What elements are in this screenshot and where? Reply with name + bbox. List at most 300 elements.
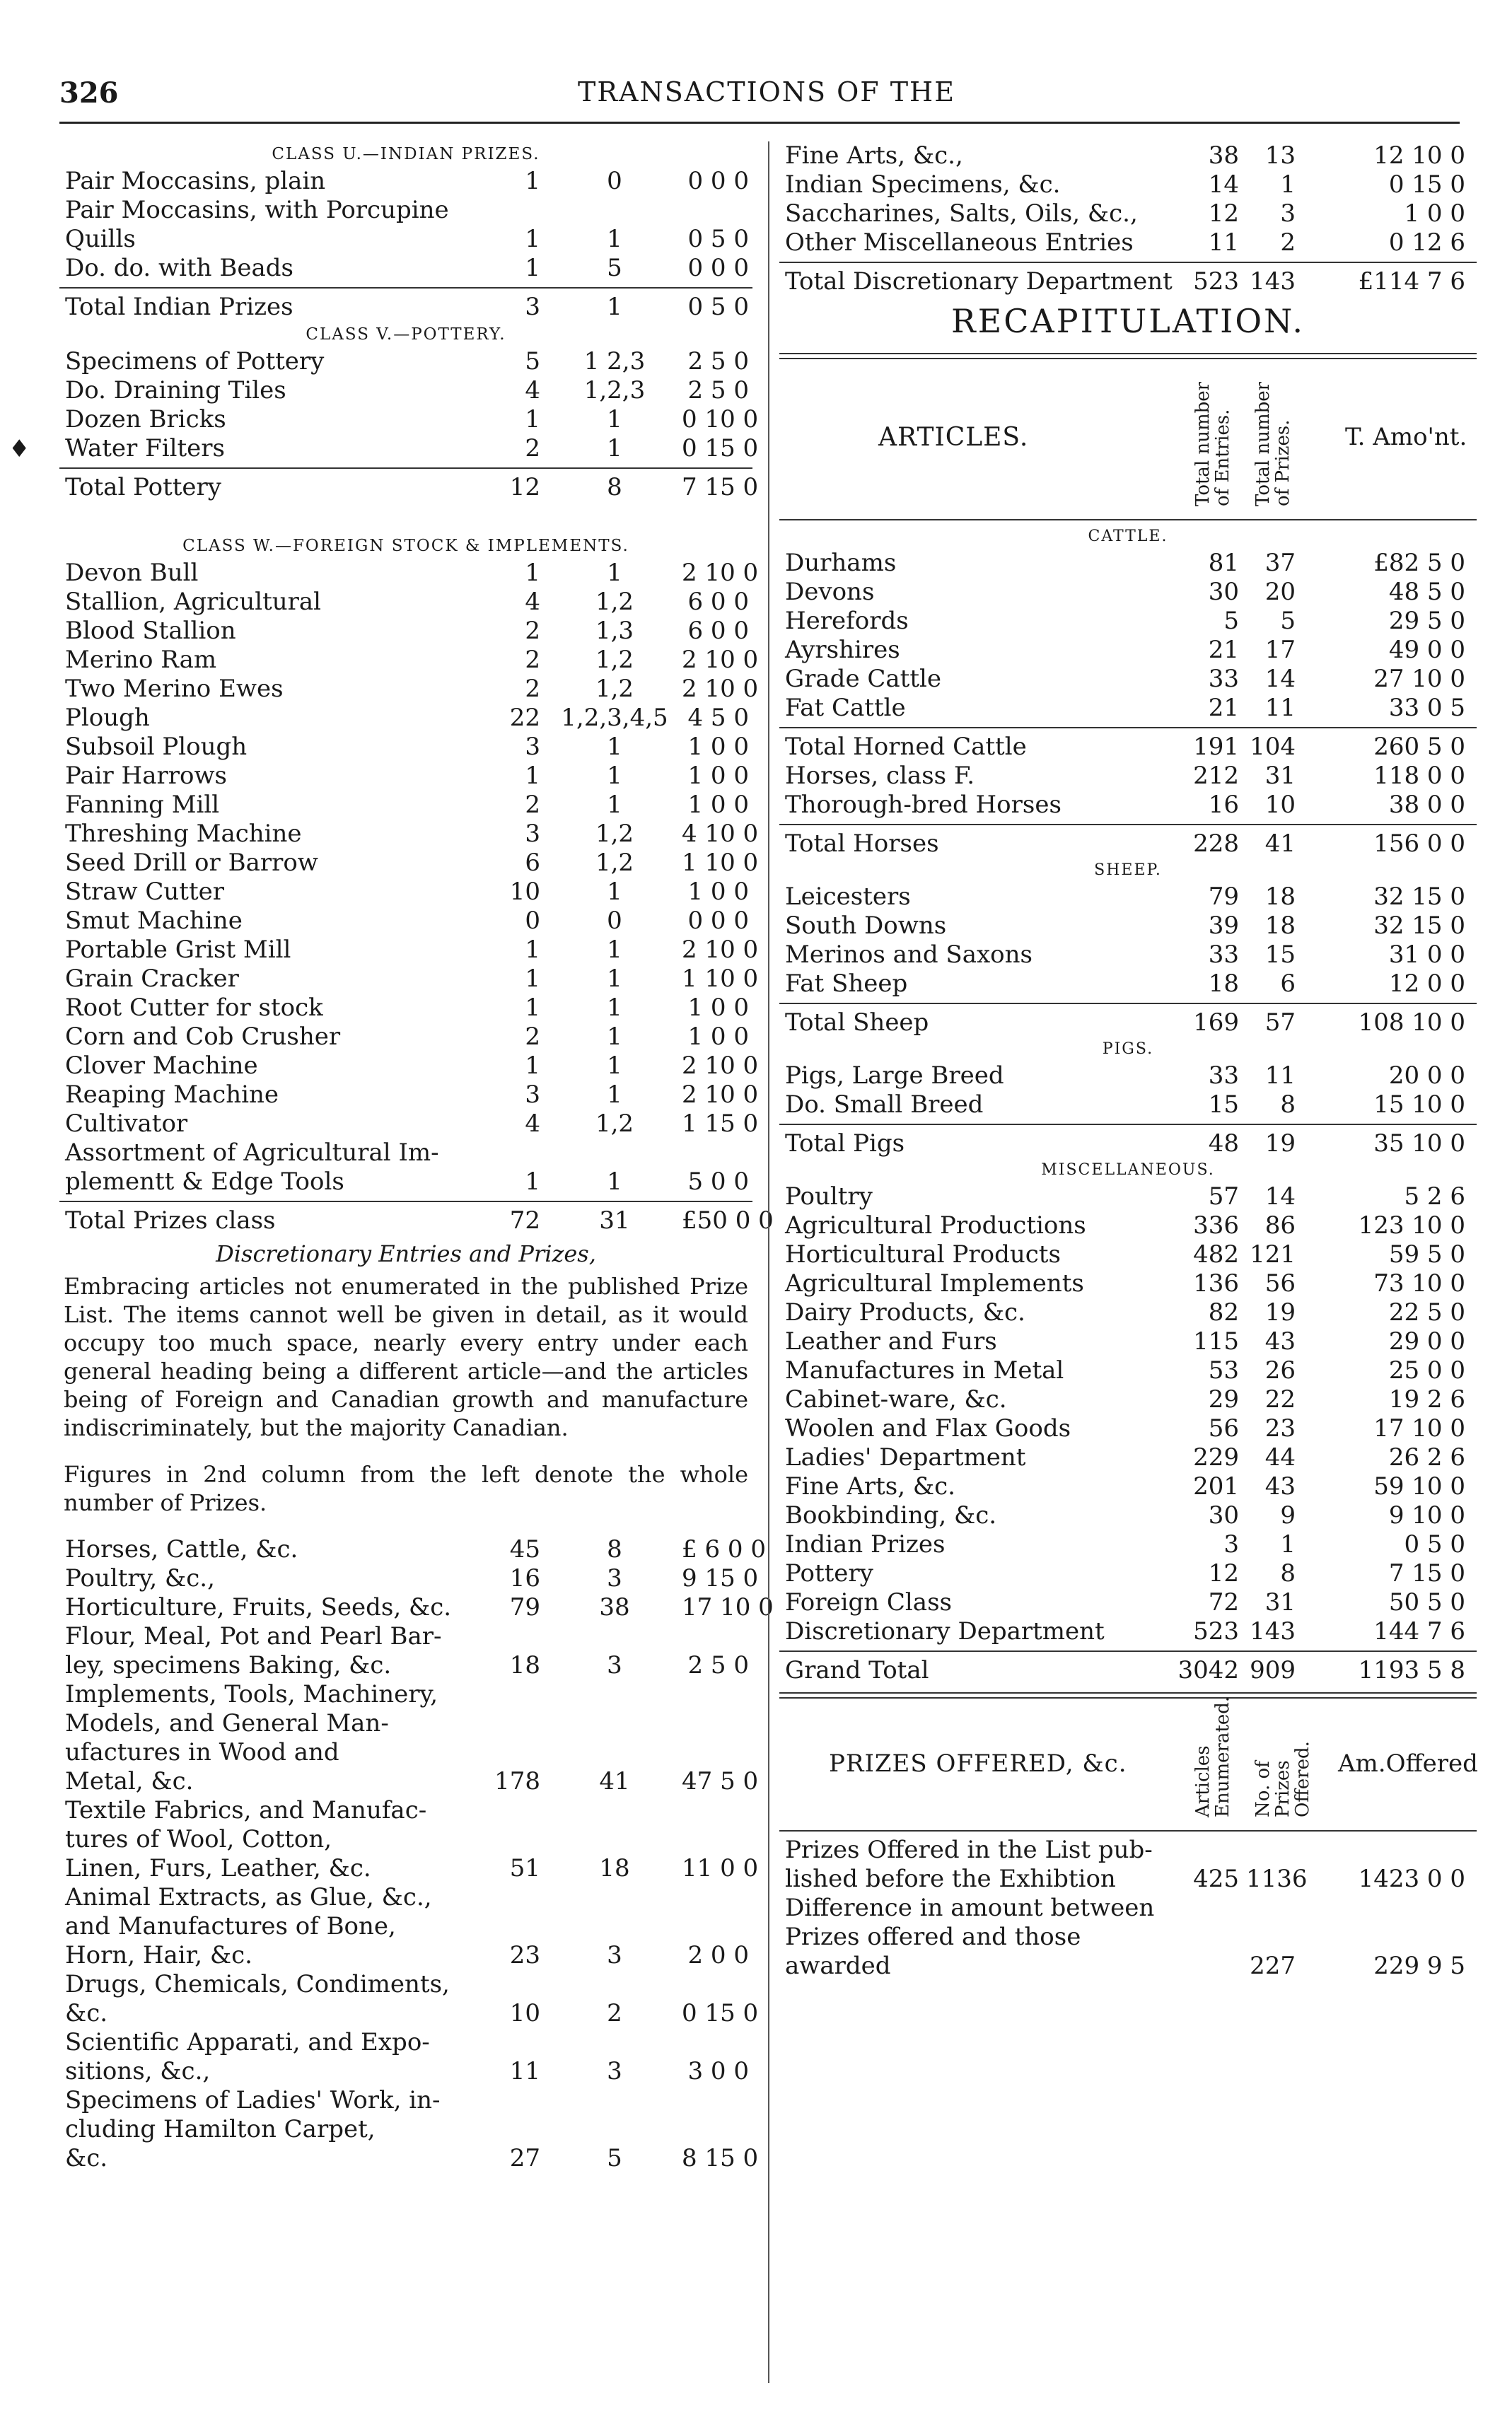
table-row [779, 1617, 1477, 1646]
row-value-3: 31 0 0 [1388, 941, 1465, 969]
row-value-2: 5 [607, 2144, 622, 2172]
row-value-2: 1 [1280, 1530, 1296, 1559]
row-value-1: 212 [1193, 762, 1239, 790]
row-label: Animal Extracts, as Glue, &c., [65, 1883, 432, 1911]
row-label: Specimens of Ladies' Work, in- [65, 2086, 441, 2114]
table-row [59, 936, 759, 965]
row-label: Do. Small Breed [785, 1090, 984, 1119]
row-label: Ayrshires [785, 636, 900, 664]
row-value-1: 33 [1208, 665, 1239, 693]
table-row [779, 1530, 1477, 1559]
row-value-3: 1 0 0 [687, 762, 749, 790]
table-row [59, 1767, 759, 1796]
table-row [779, 1090, 1477, 1119]
row-value-2: 1 [607, 965, 622, 993]
row-value-1: 27 [509, 2144, 540, 2172]
row-label: Merino Ram [65, 646, 217, 674]
table-row [779, 636, 1477, 665]
row-value-3: 3 0 0 [687, 2057, 749, 2085]
row-label: Fat Cattle [785, 694, 906, 722]
table-row [59, 849, 759, 878]
table-row [59, 225, 752, 254]
row-label: Total Sheep [785, 1008, 929, 1037]
row-value-3: 0 0 0 [687, 254, 749, 282]
row-value-3: 260 5 0 [1373, 733, 1465, 761]
row-value-3: 0 0 0 [687, 167, 749, 195]
header-rule [59, 122, 1460, 124]
row-label: Quills [65, 225, 136, 253]
row-label: Agricultural Productions [785, 1211, 1086, 1240]
row-label: Dairy Products, &c. [785, 1298, 1025, 1327]
no-prizes-header: No. of Prizes Offered. [1252, 1741, 1313, 1817]
row-value-3: 2 10 0 [682, 1081, 759, 1109]
total-row [59, 293, 752, 322]
row-value-2: 19 [1264, 1298, 1296, 1327]
row-label: Subsoil Plough [65, 733, 248, 761]
row-label: Pair Moccasins, plain [65, 167, 326, 195]
row-value-1: 79 [1208, 883, 1239, 911]
row-value-3: 118 0 0 [1373, 762, 1465, 790]
row-label: Indian Specimens, &c. [785, 170, 1061, 199]
table-row [779, 141, 1477, 170]
row-label: Cultivator [65, 1110, 188, 1138]
row-value-1: 191 [1193, 733, 1239, 761]
row-value-2: 2 [607, 1999, 622, 2027]
row-value-3: 0 15 0 [682, 1999, 759, 2027]
row-label: Dozen Bricks [65, 405, 226, 433]
table-row [59, 405, 759, 434]
row-label: Horses, Cattle, &c. [65, 1535, 298, 1564]
table-row [59, 588, 752, 617]
row-value-2: 1 [607, 559, 622, 587]
row-value-3: 1 0 0 [687, 733, 749, 761]
row-value-1: 33 [1208, 1061, 1239, 1090]
table-row [779, 1894, 1477, 1923]
divider [779, 519, 1477, 520]
row-label: Prizes offered and those [785, 1923, 1081, 1951]
row-value-2: 43 [1264, 1327, 1296, 1356]
row-value-2: 1,2 [595, 675, 634, 703]
page-header [59, 76, 1460, 119]
divider [779, 262, 1477, 263]
row-value-1: 12 [1208, 199, 1239, 228]
row-value-1: 3 [525, 733, 540, 761]
row-value-3: 0 10 0 [682, 405, 759, 433]
table-row [779, 1952, 1477, 1981]
row-value-1: 4 [525, 1110, 540, 1138]
row-value-2: 1,3 [595, 617, 634, 645]
running-title: TRANSACTIONS OF THE [578, 76, 955, 107]
table-row [779, 762, 1477, 791]
row-label: Pottery [785, 1559, 873, 1588]
row-label: Metal, &c. [65, 1767, 194, 1795]
row-value-1: 10 [509, 1999, 540, 2027]
row-value-2: 3 [607, 1651, 622, 1679]
row-value-3: 50 5 0 [1388, 1588, 1465, 1617]
row-value-3: 5 2 6 [1404, 1182, 1465, 1211]
row-value-1: 1 [525, 559, 540, 587]
table-row [59, 376, 752, 405]
row-value-3: 2 10 0 [682, 1052, 759, 1080]
total-row [59, 1206, 774, 1235]
row-value-2: 41 [1264, 829, 1296, 858]
row-value-2: 9 [1280, 1501, 1296, 1530]
row-value-3: 0 0 0 [687, 907, 749, 935]
table-row [779, 970, 1477, 999]
row-label: Herefords [785, 607, 909, 635]
row-value-1: 2 [525, 1023, 540, 1051]
row-label: Grain Cracker [65, 965, 239, 993]
table-row [59, 1854, 759, 1883]
row-value-2: 13 [1264, 141, 1296, 170]
row-value-2: 121 [1250, 1240, 1296, 1269]
row-value-2: 5 [1280, 607, 1296, 635]
row-label: Water Filters [65, 434, 225, 462]
prizes-articles-header: PRIZES OFFERED, &c. [829, 1749, 1127, 1778]
table-row [59, 1738, 752, 1767]
amount-header: T. Amo'nt. [1345, 423, 1467, 451]
right-column [768, 141, 1477, 2383]
row-value-3: 27 10 0 [1373, 665, 1465, 693]
table-row [779, 791, 1477, 820]
row-value-2: 1 [607, 791, 622, 819]
row-value-2: 14 [1264, 1182, 1296, 1211]
row-value-1: 3 [1223, 1530, 1239, 1559]
row-value-3: 29 0 0 [1388, 1327, 1465, 1356]
row-label: Scientific Apparati, and Expo- [65, 2028, 430, 2056]
entries-header: Total number of Entries. [1192, 381, 1233, 506]
row-value-3: 144 7 6 [1373, 1617, 1465, 1646]
row-label: Models, and General Man- [65, 1709, 389, 1737]
table-row [59, 347, 752, 376]
row-value-3: 59 10 0 [1373, 1472, 1465, 1501]
row-label: Fine Arts, &c., [785, 141, 963, 170]
divider [59, 1201, 752, 1202]
table-row [59, 733, 752, 762]
row-label: Two Merino Ewes [65, 675, 284, 703]
table-row [59, 1023, 752, 1052]
table-row [59, 994, 752, 1023]
divider [779, 824, 1477, 825]
row-value-1: 178 [494, 1767, 540, 1795]
row-value-1: 0 [525, 907, 540, 935]
page-number: 326 [59, 76, 119, 110]
row-value-3: 2 5 0 [687, 376, 749, 404]
row-value-1: 2 [525, 646, 540, 674]
row-label: Seed Drill or Barrow [65, 849, 318, 877]
row-value-3: £50 0 0 [682, 1206, 774, 1235]
row-label: Cabinet-ware, &c. [785, 1385, 1007, 1414]
table-row [59, 1593, 774, 1622]
table-row [779, 1182, 1477, 1211]
table-row [59, 1535, 766, 1564]
row-value-3: 48 5 0 [1388, 578, 1465, 606]
row-value-2: 44 [1264, 1443, 1296, 1472]
row-value-2: 1 [607, 733, 622, 761]
section-heading: CATTLE. [1088, 528, 1168, 545]
row-label: Devons [785, 578, 875, 606]
row-value-1: 3 [525, 820, 540, 848]
row-value-3: 11 0 0 [682, 1854, 759, 1882]
row-value-1: 12 [1208, 1559, 1239, 1588]
row-value-2: 3 [607, 2057, 622, 2085]
table-row [59, 617, 752, 646]
divider [59, 467, 752, 469]
row-label: Prizes Offered in the List pub- [785, 1836, 1153, 1864]
row-value-1: 425 [1193, 1865, 1239, 1893]
table-row [59, 167, 752, 196]
divider [779, 1003, 1477, 1004]
row-value-2: 0 [607, 907, 622, 935]
table-row [59, 2028, 752, 2057]
table-row [779, 1865, 1477, 1894]
table-row [59, 2144, 759, 2173]
row-value-1: 79 [509, 1593, 540, 1622]
row-value-3: 1 0 0 [1404, 199, 1465, 228]
row-value-1: 2 [525, 617, 540, 645]
row-label: Fine Arts, &c. [785, 1472, 955, 1501]
row-label: Assortment of Agricultural Im- [65, 1139, 439, 1167]
table-row [59, 1622, 752, 1651]
row-value-2: 1 [607, 434, 622, 462]
row-label: Foreign Class [785, 1588, 952, 1617]
row-value-2: 23 [1264, 1414, 1296, 1443]
row-value-3: 1 15 0 [682, 1110, 759, 1138]
row-value-1: 201 [1193, 1472, 1239, 1501]
table-row [779, 1443, 1477, 1472]
row-value-3: 1 10 0 [682, 965, 759, 993]
row-value-3: 1 0 0 [687, 1023, 749, 1051]
row-value-3: 35 10 0 [1373, 1129, 1465, 1158]
row-value-3: 49 0 0 [1388, 636, 1465, 664]
table-row [59, 2115, 752, 2144]
divider [779, 1124, 1477, 1125]
row-value-1: 38 [1208, 141, 1239, 170]
row-value-2: 8 [607, 1535, 622, 1564]
row-value-1: 1 [525, 762, 540, 790]
row-label: ufactures in Wood and [65, 1738, 339, 1766]
table-row [779, 1240, 1477, 1269]
row-label: Poultry, &c., [65, 1564, 215, 1593]
row-label: Pair Moccasins, with Porcupine [65, 196, 449, 224]
section-heading: PIGS. [1102, 1040, 1154, 1058]
row-value-2: 1136 [1246, 1865, 1308, 1893]
row-value-3: 0 5 0 [687, 293, 749, 321]
row-label: Total Discretionary Department [785, 267, 1173, 296]
table-row [59, 1999, 759, 2028]
enumerated-header: Articles Enumerated. [1192, 1696, 1233, 1817]
row-value-1: 1 [525, 1168, 540, 1196]
row-label: Leicesters [785, 883, 911, 911]
row-value-3: 15 10 0 [1373, 1090, 1465, 1119]
table-row [59, 675, 759, 704]
total-row [779, 1656, 1477, 1685]
row-value-3: 22 5 0 [1388, 1298, 1465, 1327]
table-row [59, 965, 759, 994]
left-column [59, 141, 774, 2173]
double-rule [779, 1692, 1477, 1699]
table-row [59, 1709, 752, 1738]
divider [779, 727, 1477, 728]
row-value-3: 73 10 0 [1373, 1269, 1465, 1298]
row-value-2: 909 [1250, 1656, 1296, 1684]
table-row [779, 607, 1477, 636]
row-value-2: 41 [599, 1767, 630, 1795]
table-row [59, 646, 759, 675]
row-value-2: 1 [607, 1023, 622, 1051]
table-row [59, 1912, 752, 1941]
table-row [779, 578, 1477, 607]
row-value-2: 11 [1264, 694, 1296, 722]
row-label: lished before the Exhibtion [785, 1865, 1116, 1893]
row-label: sitions, &c., [65, 2057, 211, 2085]
row-value-1: 16 [509, 1564, 540, 1593]
row-value-2: 26 [1264, 1356, 1296, 1385]
table-row [779, 228, 1477, 257]
table-row [59, 1052, 759, 1081]
row-value-1: 1 [525, 965, 540, 993]
row-label: tures of Wool, Cotton, [65, 1825, 332, 1853]
table-row [59, 1168, 752, 1197]
row-label: Blood Stallion [65, 617, 236, 645]
row-value-2: 6 [1280, 970, 1296, 998]
table-row [779, 1559, 1477, 1588]
row-value-2: 10 [1264, 791, 1296, 819]
total-row [779, 1008, 1477, 1037]
row-value-3: 9 10 0 [1388, 1501, 1465, 1530]
row-value-1: 21 [1208, 636, 1239, 664]
discretionary-heading: Discretionary Entries and Prizes, [216, 1240, 596, 1267]
row-value-1: 136 [1193, 1269, 1239, 1298]
prizes-table-header [779, 1696, 1478, 1826]
row-value-2: 2 [1280, 228, 1296, 257]
table-row [59, 1970, 752, 1999]
table-row [779, 1327, 1477, 1356]
row-label: Total Pigs [785, 1129, 905, 1158]
row-label: Specimens of Pottery [65, 347, 325, 375]
row-label: awarded [785, 1952, 891, 1980]
row-value-1: 15 [1208, 1090, 1239, 1119]
table-row [779, 941, 1477, 970]
row-value-1: 1 [525, 405, 540, 433]
row-label: Fanning Mill [65, 791, 220, 819]
row-value-1: 14 [1208, 170, 1239, 199]
row-value-3: 32 15 0 [1373, 883, 1465, 911]
row-value-3: 33 0 5 [1388, 694, 1465, 722]
row-value-2: 227 [1250, 1952, 1296, 1980]
table-row [59, 1941, 752, 1970]
row-value-2: 15 [1264, 941, 1296, 969]
row-value-3: 123 10 0 [1358, 1211, 1465, 1240]
row-label: Merinos and Saxons [785, 941, 1033, 969]
row-value-2: 104 [1250, 733, 1296, 761]
row-value-3: 47 5 0 [682, 1767, 759, 1795]
row-label: Drugs, Chemicals, Condiments, [65, 1970, 450, 1998]
table-row [779, 1211, 1477, 1240]
discretionary-paragraph: Embracing articles not enumerated in the published Prize List. The items cannot well be given in detail, as it would occupy too much space, nearly every entry under each general heading being a different article—and the articles being of Foreign and Canadian growth and manufacture indiscriminately, but the majority Canadian. [64, 1273, 748, 1441]
row-value-3: 20 0 0 [1388, 1061, 1465, 1090]
row-value-2: 143 [1250, 267, 1296, 296]
row-value-1: 56 [1208, 1414, 1239, 1443]
row-label: Implements, Tools, Machinery, [65, 1680, 438, 1708]
row-label: Horticulture, Fruits, Seeds, &c. [65, 1593, 452, 1622]
spacer [59, 1442, 752, 1460]
row-label: Grand Total [785, 1656, 929, 1684]
discretionary-note: Figures in 2nd column from the left denote the whole number of Prizes. [64, 1461, 748, 1516]
row-value-2: 1 [1280, 170, 1296, 199]
row-label: Devon Bull [65, 559, 199, 587]
row-value-1: 228 [1193, 829, 1239, 858]
table-row [59, 559, 759, 588]
table-row [779, 1298, 1477, 1327]
row-value-2: 37 [1264, 549, 1296, 577]
row-label: Indian Prizes [785, 1530, 946, 1559]
row-label: Stallion, Agricultural [65, 588, 322, 616]
recapitulation-title: RECAPITULATION. [951, 302, 1305, 340]
table-row [779, 912, 1477, 941]
row-label: plementt & Edge Tools [65, 1168, 344, 1196]
row-label: Poultry [785, 1182, 873, 1211]
row-value-1: 48 [1208, 1129, 1239, 1158]
row-label: Grade Cattle [785, 665, 941, 693]
row-value-1: 523 [1193, 1617, 1239, 1646]
row-value-1: 336 [1193, 1211, 1239, 1240]
row-value-3: 9 15 0 [682, 1564, 759, 1593]
row-value-2: 1,2 [595, 588, 634, 616]
row-label: Corn and Cob Crusher [65, 1023, 341, 1051]
row-value-2: 31 [1264, 762, 1296, 790]
row-label: &c. [65, 1999, 108, 2027]
row-value-1: 1 [525, 167, 540, 195]
row-value-2: 31 [1264, 1588, 1296, 1617]
row-value-3: 25 0 0 [1388, 1356, 1465, 1385]
divider [779, 1650, 1477, 1652]
table-row [779, 1588, 1477, 1617]
row-value-2: 11 [1264, 1061, 1296, 1090]
row-value-3: £114 7 6 [1358, 267, 1465, 296]
row-value-3: 156 0 0 [1373, 829, 1465, 858]
row-label: Total Prizes class [65, 1206, 276, 1235]
row-value-3: 7 15 0 [682, 473, 759, 501]
row-value-3: £ 6 0 0 [682, 1535, 766, 1564]
row-label: ley, specimens Baking, &c. [65, 1651, 392, 1679]
row-value-3: 4 10 0 [682, 820, 759, 848]
row-value-1: 482 [1193, 1240, 1239, 1269]
row-value-2: 1,2,3 [583, 376, 646, 404]
row-value-2: 38 [599, 1593, 630, 1622]
row-value-1: 1 [525, 936, 540, 964]
table-row [59, 1796, 752, 1825]
row-value-3: 5 0 0 [687, 1168, 749, 1196]
row-value-1: 33 [1208, 941, 1239, 969]
total-row [779, 267, 1477, 296]
table-row [59, 1110, 759, 1139]
row-value-2: 1 [607, 1052, 622, 1080]
row-value-2: 5 [607, 254, 622, 282]
table-row [59, 1680, 752, 1709]
row-value-1: 4 [525, 588, 540, 616]
table-row [59, 820, 759, 849]
row-value-1: 30 [1208, 578, 1239, 606]
row-value-1: 72 [1208, 1588, 1239, 1617]
table-row [59, 907, 752, 936]
row-label: Reaping Machine [65, 1081, 279, 1109]
row-label: Total Horned Cattle [785, 733, 1027, 761]
section-heading: MISCELLANEOUS. [1041, 1161, 1215, 1179]
row-label: Textile Fabrics, and Manufac- [65, 1796, 427, 1824]
row-value-1: 2 [525, 675, 540, 703]
row-value-2: 18 [1264, 912, 1296, 940]
